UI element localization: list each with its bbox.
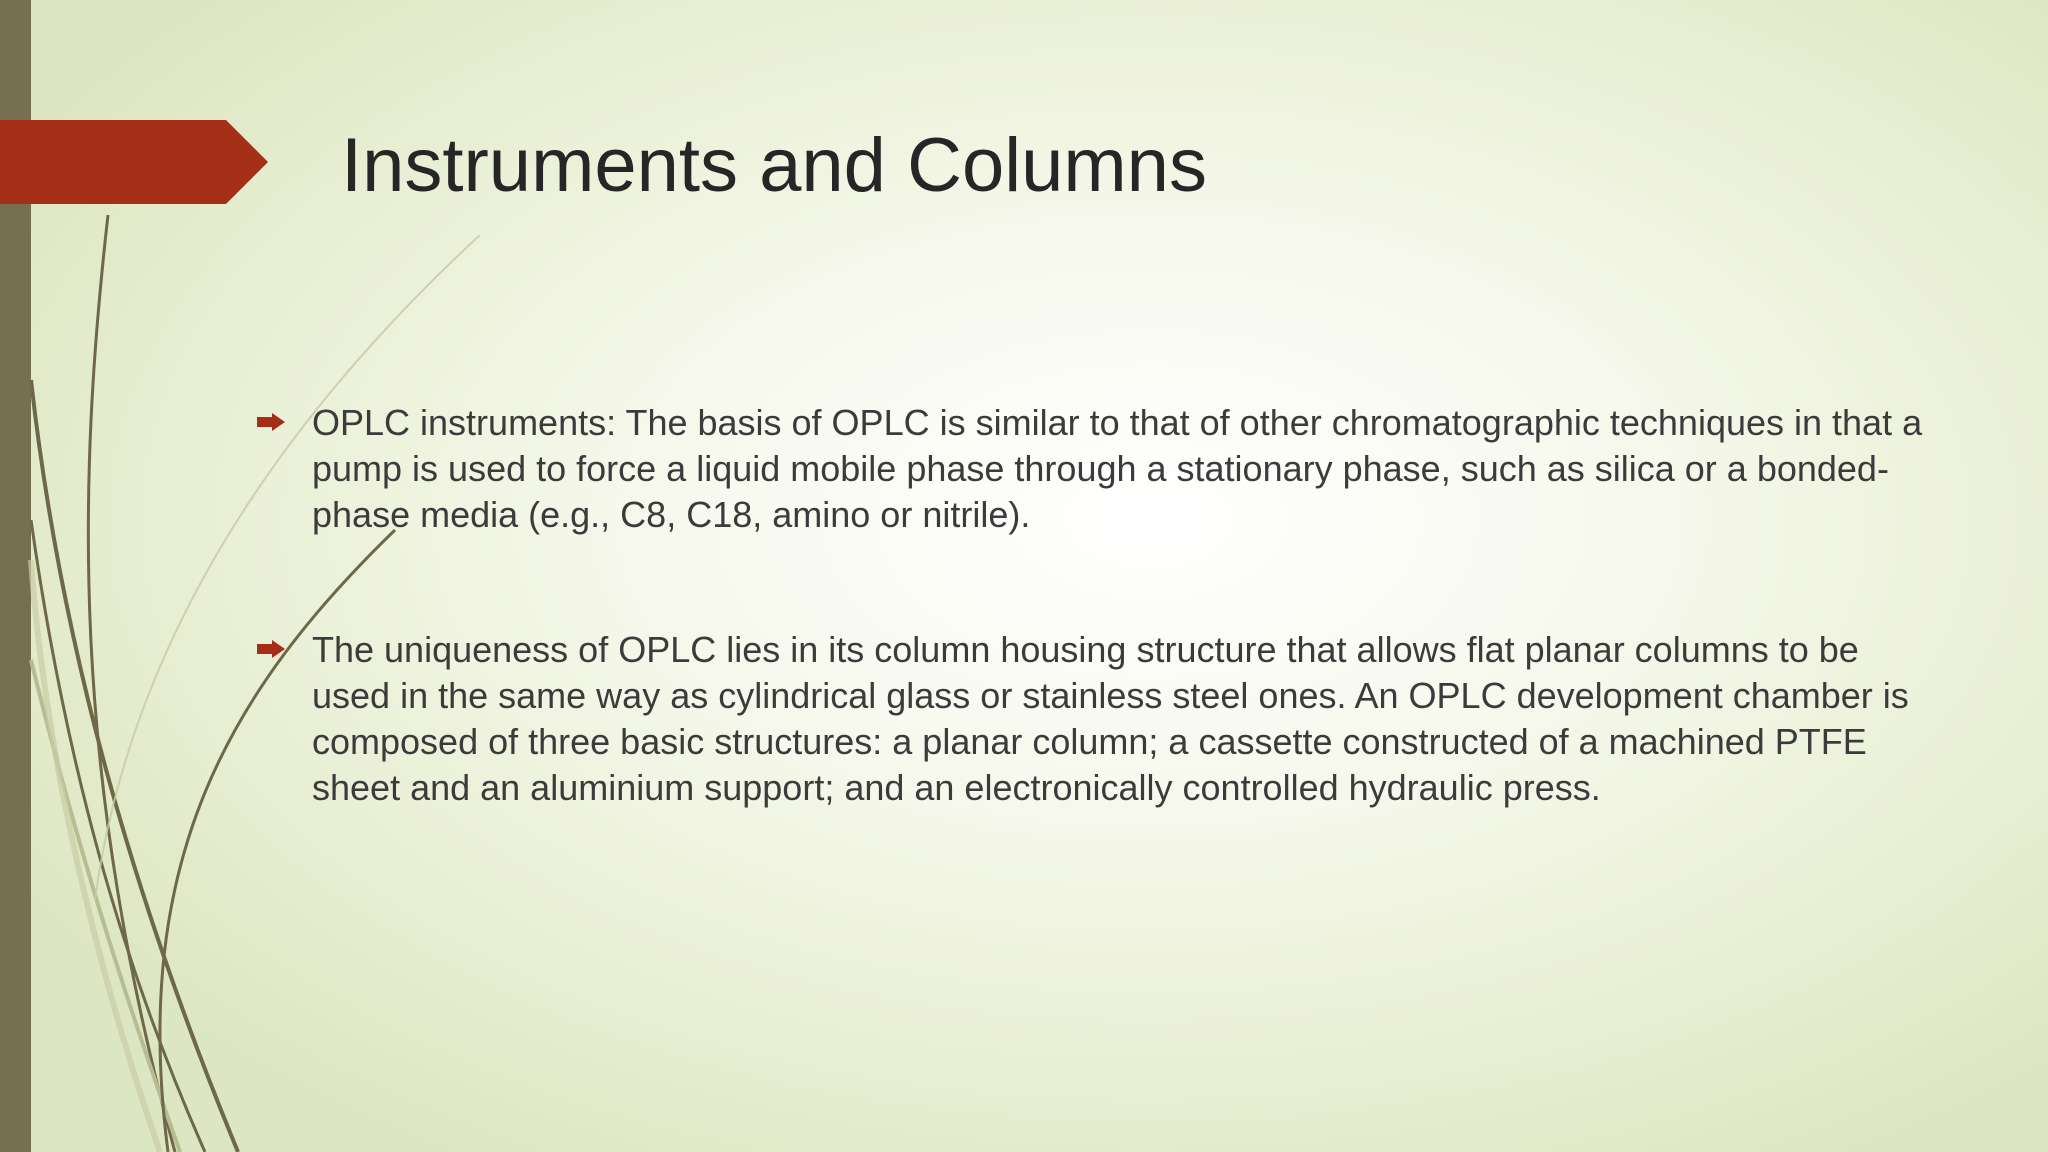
bullet-item — [252, 627, 1932, 811]
slide-title: Instruments and Columns — [341, 123, 1207, 208]
bullet-text: The uniqueness of OPLC lies in its column housing structure that allows flat planar columns to be used in the same way as cylindrical glass or stainless steel ones. An OPLC development chamber is composed of three basic structures: a planar column; a cassette constructed of a machined PTFE sheet and an aluminium support; and an electronically controlled hydraulic press. — [312, 629, 1909, 808]
bullet-text: OPLC instruments: The basis of OPLC is similar to that of other chromatographic techniques in that a pump is used to force a liquid mobile phase through a stationary phase, such as silica or a bonded-phase media (e.g., C8, C18, amino or nitrile). — [312, 402, 1923, 535]
bullet-list — [252, 400, 1932, 900]
bullet-item — [252, 400, 1932, 538]
right-arrow-bullet-icon — [256, 639, 286, 659]
title-arrow-banner — [0, 120, 268, 204]
right-arrow-bullet-icon — [256, 412, 286, 432]
